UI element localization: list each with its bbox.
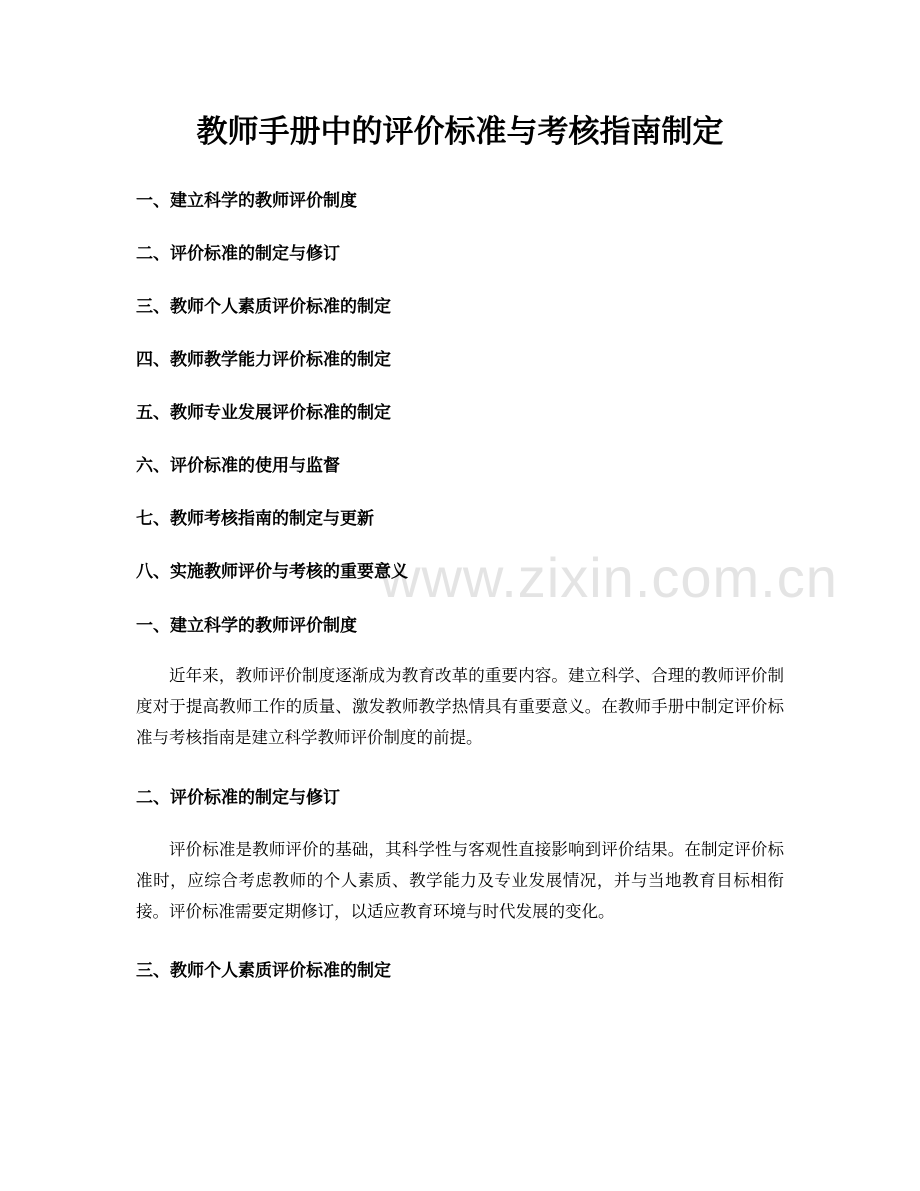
toc-item: 三、教师个人素质评价标准的制定 xyxy=(136,297,391,317)
toc-item: 六、评价标准的使用与监督 xyxy=(136,456,340,476)
toc-item: 七、教师考核指南的制定与更新 xyxy=(136,509,374,529)
toc-item: 二、评价标准的制定与修订 xyxy=(136,244,340,264)
document-title: 教师手册中的评价标准与考核指南制定 xyxy=(196,114,724,150)
toc-item: 五、教师专业发展评价标准的制定 xyxy=(136,403,391,423)
section-heading: 二、评价标准的制定与修订 xyxy=(136,788,340,808)
toc-item: 八、实施教师评价与考核的重要意义 xyxy=(136,562,408,582)
section-paragraph: 近年来，教师评价制度逐渐成为教育改革的重要内容。建立科学、合理的教师评价制度对于提高教师工作的质量、激发教师教学热情具有重要意义。在教师手册中制定评价标准与考核指南是建立科学教师评价制度的前提。 xyxy=(136,666,784,747)
toc-item: 一、建立科学的教师评价制度 xyxy=(136,191,357,211)
watermark: www.zixin.com.cn xyxy=(380,546,838,609)
toc-item: 四、教师教学能力评价标准的制定 xyxy=(136,350,391,370)
section-heading: 三、教师个人素质评价标准的制定 xyxy=(136,961,391,981)
section-heading: 一、建立科学的教师评价制度 xyxy=(136,616,357,636)
section-paragraph: 评价标准是教师评价的基础，其科学性与客观性直接影响到评价结果。在制定评价标准时，应综合考虑教师的个人素质、教学能力及专业发展情况，并与当地教育目标相衔接。评价标准需要定期修订，以适应教育环境与时代发展的变化。 xyxy=(136,840,784,921)
